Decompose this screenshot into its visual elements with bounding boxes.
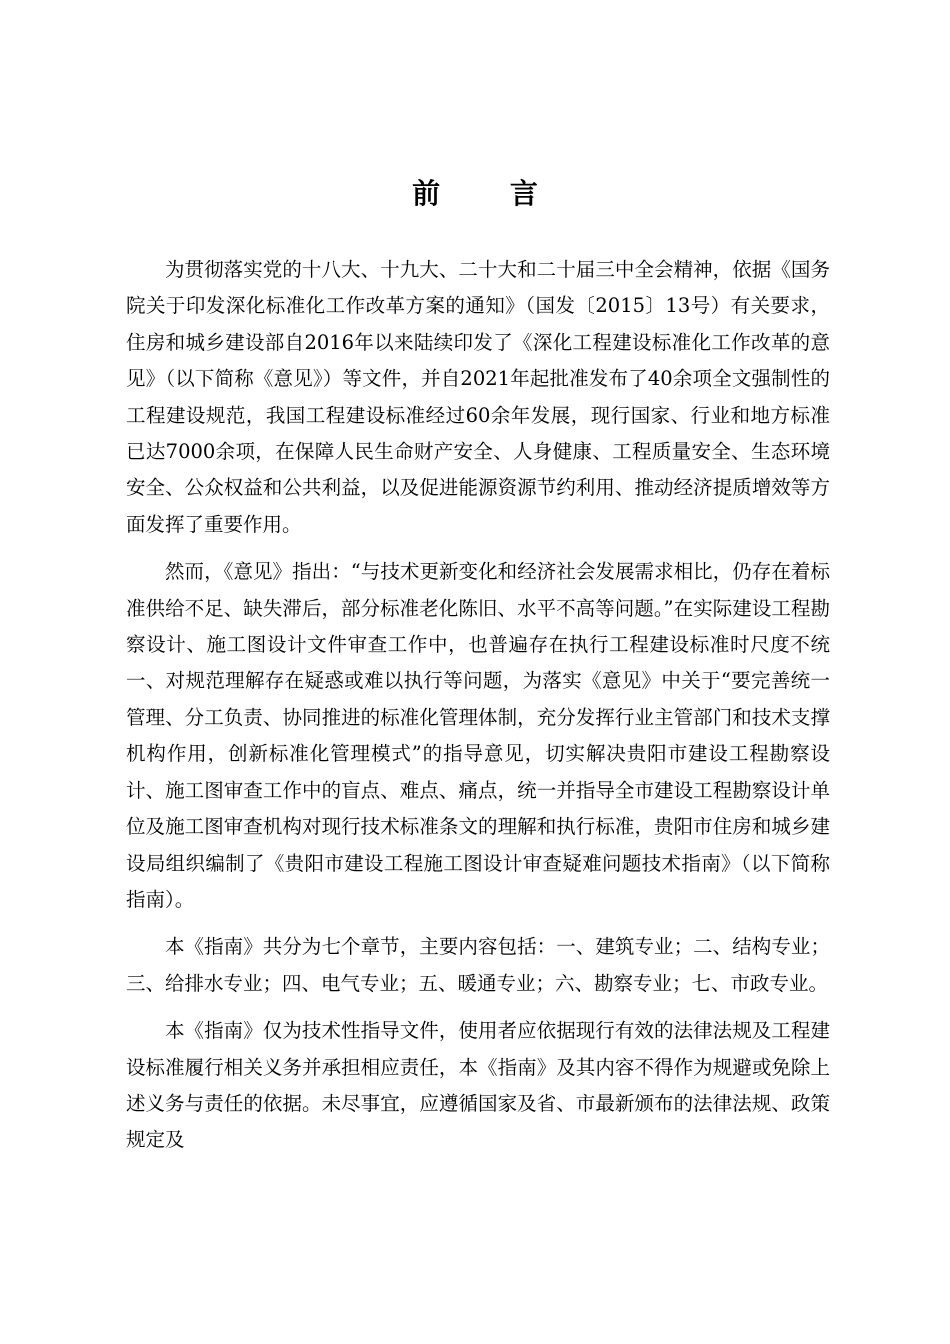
body-text xyxy=(126,252,830,1170)
paragraph-1: 为贯彻落实党的十八大、十九大、二十大和二十届三中全会精神，依据《国务院关于印发深化标准化工作改革方案的通知》（国发〔2015〕13号）有关要求，住房和城乡建设部自2016年以来陆续印发了《深化工程建设标准化工作改革的意见》（以下简称《意见》）等文件，并自2021年起批准发布了40余项全文强制性的工程建设规范，我国工程建设标准经过60余年发展，现行国家、行业和地方标准已达7000余项，在保障人民生命财产安全、人身健康、工程质量安全、生态环境安全、公众权益和公共利益，以及促进能源资源节约利用、推动经济提质增效等方面发挥了重要作用。 xyxy=(126,258,830,536)
paragraph-3: 本《指南》共分为七个章节，主要内容包括：一、建筑专业；二、结构专业；三、给排水专业；四、电气专业；五、暖通专业；六、勘察专业；七、市政专业。 xyxy=(126,935,830,995)
paragraph-4: 本《指南》仅为技术性指导文件，使用者应依据现行有效的法律法规及工程建设标准履行相关义务并承担相应责任，本《指南》及其内容不得作为规避或免除上述义务与责任的依据。未尽事宜，应遵循国家及省、市最新颁布的法律法规、政策规定及 xyxy=(126,1019,830,1152)
page-title: 前 言 xyxy=(412,177,568,210)
paragraph-2: 然而，《意见》指出：“与技术更新变化和经济社会发展需求相比，仍存在着标准供给不足、缺失滞后，部分标准老化陈旧、水平不高等问题。”在实际建设工程勘察设计、施工图设计文件审查工作中，也普遍存在执行工程建设标准时尺度不统一、对规范理解存在疑惑或难以执行等问题，为落实《意见》中关于“要完善统一管理、分工负责、协同推进的标准化管理体制，充分发挥行业主管部门和技术支撑机构作用，创新标准化管理模式”的指导意见，切实解决贵阳市建设工程勘察设计、施工图审查工作中的盲点、难点、痛点，统一并指导全市建设工程勘察设计单位及施工图审查机构对现行技术标准条文的理解和执行标准，贵阳市住房和城乡建设局组织编制了《贵阳市建设工程施工图设计审查疑难问题技术指南》（以下简称指南）。 xyxy=(126,560,830,911)
